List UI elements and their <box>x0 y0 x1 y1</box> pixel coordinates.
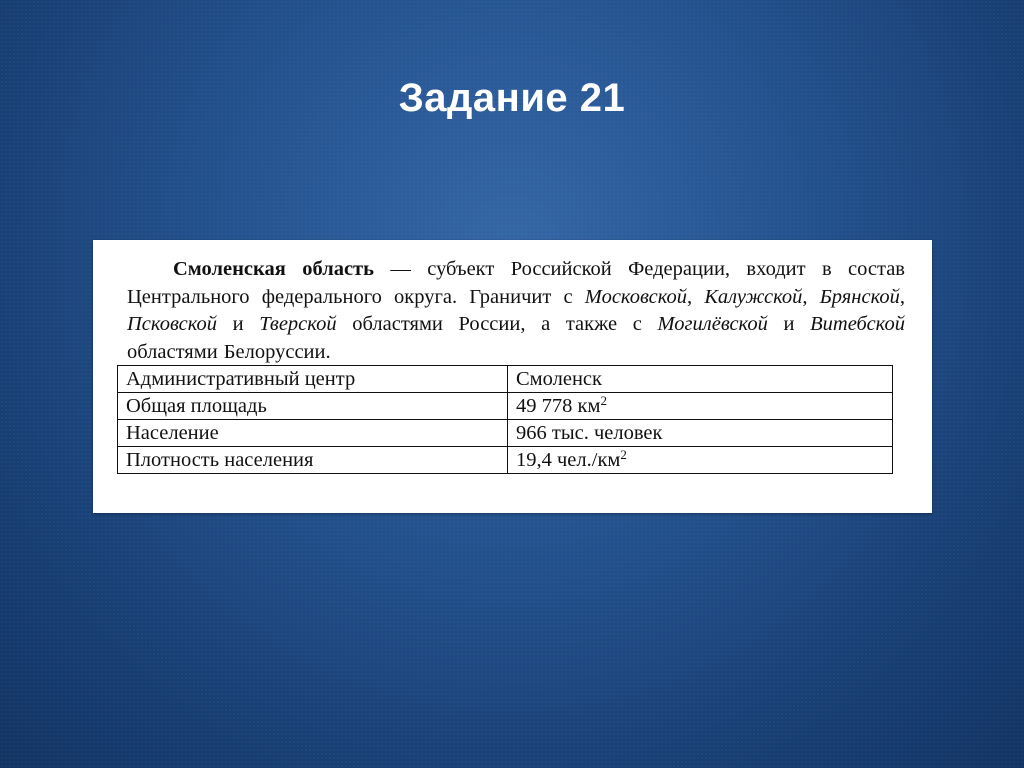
row-value <box>508 366 893 393</box>
text-segment: , <box>899 285 906 308</box>
info-table <box>117 365 893 474</box>
row-label: Население <box>118 420 508 447</box>
table-row <box>118 447 893 474</box>
row-label: Плотность населения <box>118 447 508 474</box>
table-row <box>118 393 893 420</box>
row-value <box>508 420 893 447</box>
row-label: Общая площадь <box>118 393 508 420</box>
region-mogilev: Могилёвской <box>657 313 768 335</box>
text-segment: и <box>217 313 260 335</box>
row-value-sup: 2 <box>600 393 607 408</box>
text-segment: областями России, а также с <box>336 313 658 335</box>
subject-name: Смоленская область <box>173 258 374 280</box>
row-label: Административный центр <box>118 366 508 393</box>
region-kaluga: Калужской <box>704 285 803 308</box>
row-value <box>508 447 893 474</box>
text-segment: и <box>767 313 811 335</box>
row-value-text: Смоленск <box>516 368 602 390</box>
table-row <box>118 366 893 393</box>
region-pskov: Псковской <box>127 313 217 335</box>
description-paragraph <box>127 256 905 366</box>
row-value-text: 966 тыс. человек <box>516 422 663 444</box>
region-bryansk: Брянской <box>819 285 900 308</box>
text-segment: — субъект Российской Федерации, входит в состав Центрального федерального округа. Граничит с <box>127 258 905 308</box>
text-segment: , <box>687 285 705 308</box>
row-value-text: 49 778 км <box>516 395 601 417</box>
row-value-sup: 2 <box>620 447 627 462</box>
text-segment: областями Белоруссии. <box>127 340 331 363</box>
row-value-text: 19,4 чел./км <box>516 449 621 471</box>
row-value <box>508 393 893 420</box>
slide-title: Задание 21 <box>398 76 626 120</box>
region-moscow: Московской <box>584 285 688 308</box>
region-tver: Тверской <box>259 313 337 335</box>
document-card <box>93 240 932 513</box>
region-vitebsk: Витебской <box>810 313 905 335</box>
table-row <box>118 420 893 447</box>
text-segment: , <box>802 285 820 308</box>
